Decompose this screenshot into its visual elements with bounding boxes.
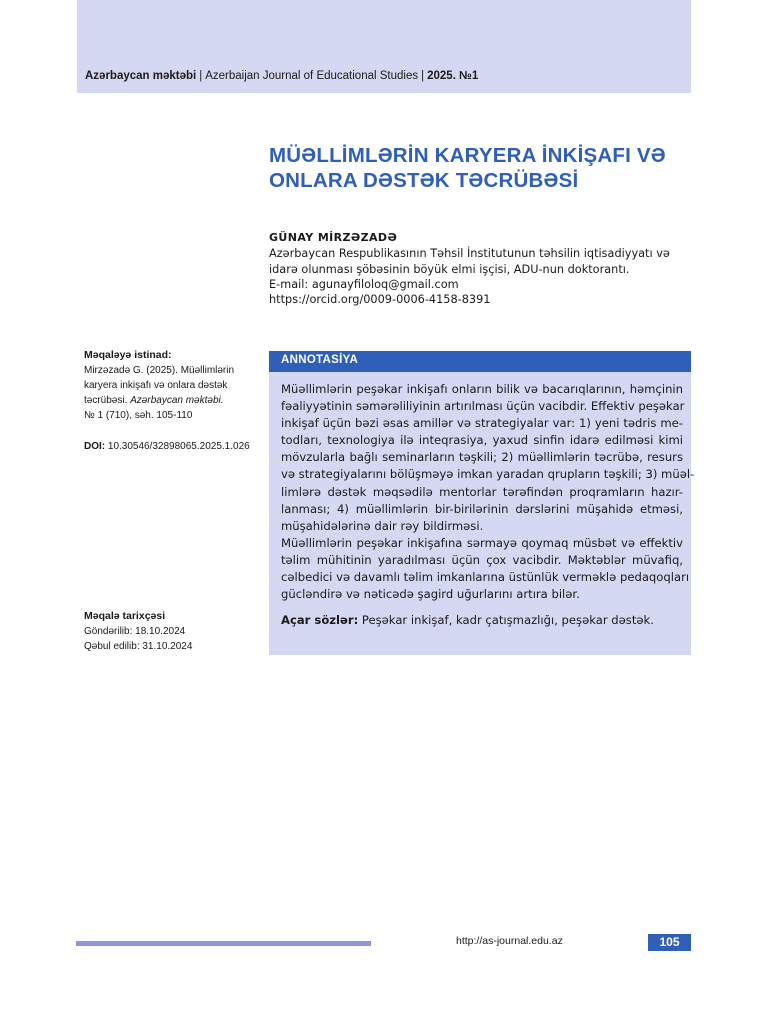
header-band xyxy=(77,0,691,93)
annotation-line: və strategiyalarını bölüşməyə imkan yaradan qrupların təşkili; 3) müəl- xyxy=(281,467,695,482)
journal-name: Azərbaycan məktəbi xyxy=(85,70,197,82)
annotation-line: cəlbedici və davamlı təlim imkanlarına üstünlük verməklə pedaqoqları xyxy=(281,570,690,585)
citation-line-1: Mirzəzadə G. (2025). Müəllimlərin xyxy=(84,365,235,376)
annotation-line: inkişaf üçün bəzi əsas amillər və strategiyalar var: 1) yeni tədris me- xyxy=(281,416,683,431)
history-heading: Məqalə tarixçəsi xyxy=(84,610,166,622)
footer-bar xyxy=(76,941,371,946)
article-title xyxy=(269,143,689,193)
author-name: GÜNAY MİRZƏZADƏ xyxy=(269,231,398,244)
running-header: Azərbaycan məktəbi | Azerbaijan Journal of Educational Studies | 2025. №1 xyxy=(85,70,479,82)
annotation-paragraph-2 xyxy=(281,535,690,603)
author-block xyxy=(269,230,689,307)
article-title-line-2: ONLARA DƏSTƏK TƏCRÜBƏSİ xyxy=(269,169,579,192)
annotation-line: təlim mühitinin yaradılması üçün çox vacibdir. Məktəblər müvafiq, xyxy=(281,552,683,567)
annotation-heading: ANNOTASİYA xyxy=(269,351,691,372)
citation-journal: Azərbaycan məktəbi. xyxy=(130,395,224,406)
annotation-line: mövzularla bağlı seminarların təşkili; 2) müəllimlərin təcrübə, resurs xyxy=(281,450,683,465)
journal-english-name: Azerbaijan Journal of Educational Studies xyxy=(205,70,419,82)
annotation-line: Müəllimlərin peşəkar inkişafına sərmayə qoymaq müsbət və effektiv xyxy=(281,535,683,550)
annotation-line: fəaliyyətinin səmərəliliyinin artırılması üçün vacibdir. Effektiv peşəkar xyxy=(281,399,685,414)
annotation-line: todları, texnologiya ilə inteqrasiya, yaxud sinfin idarə edilməsi kimi xyxy=(281,433,683,448)
date-sent: Göndərilib: 18.10.2024 xyxy=(84,626,186,637)
doi-value[interactable]: 10.30546/32898065.2025.1.026 xyxy=(105,441,250,452)
doi-block xyxy=(84,439,259,454)
annotation-line: Müəllimlərin peşəkar inkişafı onların bilik və bacarıqlarının, həmçinin xyxy=(281,382,683,396)
citation-line-3a: təcrübəsi. xyxy=(84,395,131,406)
annotation-paragraph-1 xyxy=(281,381,695,535)
keywords-label: Açar sözlər: xyxy=(281,613,359,628)
footer-url-link[interactable]: http://as-journal.edu.az xyxy=(456,935,563,947)
date-accepted: Qəbul edilib: 31.10.2024 xyxy=(84,641,193,652)
citation-block xyxy=(84,348,259,423)
issue-number: 2025. №1 xyxy=(427,70,479,82)
keywords-value: Peşəkar inkişaf, kadr çatışmazlığı, peşəkar dəstək. xyxy=(358,613,654,628)
author-orcid-link[interactable]: https://orcid.org/0009-0006-4158-8391 xyxy=(269,293,491,307)
doi-label: DOI: xyxy=(84,441,106,452)
annotation-line: lanması; 4) müəllimlərin bir-birilərinin dərslərini müşahidə etməsi, xyxy=(281,501,683,516)
citation-heading: Məqaləyə istinad: xyxy=(84,349,172,361)
article-title-line-1: MÜƏLLİMLƏRİN KARYERA İNKİŞAFI VƏ xyxy=(269,144,666,167)
annotation-line: limlərə dəstək məqsədilə mentorlar tərəfindən proqramların hazır- xyxy=(281,484,683,499)
keywords xyxy=(281,612,683,629)
citation-line-3 xyxy=(84,393,259,408)
citation-line-4: № 1 (710), səh. 105-110 xyxy=(84,410,193,421)
citation-line-2: karyera inkişafı və onlara dəstək xyxy=(84,380,228,391)
author-email[interactable]: E-mail: agunayfiloloq@gmail.com xyxy=(269,277,459,291)
annotation-line: müşahidələrinə dair rəy bildirməsi. xyxy=(281,518,484,533)
article-history-block xyxy=(84,609,259,654)
author-affiliation-line-1: Azərbaycan Respublikasının Təhsil İnstitutunun təhsilin iqtisadiyyatı və xyxy=(269,247,670,261)
annotation-box xyxy=(269,372,695,655)
annotation-line: gücləndirə və nəticədə şagird uğurlarını artıra bilər. xyxy=(281,587,580,602)
author-affiliation-line-2: idarə olunması şöbəsinin böyük elmi işçisi, ADU-nun doktorantı. xyxy=(269,262,630,276)
page-number: 105 xyxy=(648,934,691,951)
